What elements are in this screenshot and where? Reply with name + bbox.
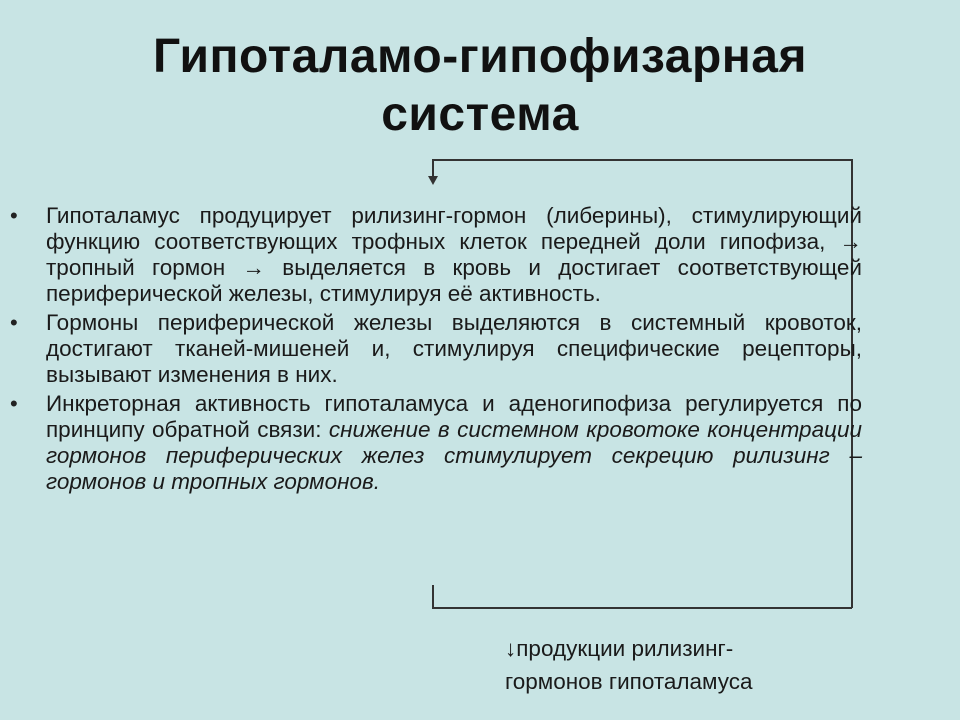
arrow-down-icon [428,176,438,185]
bullet-text-3 [46,391,862,495]
slide-title-line-1: Гипоталамо-гипофизарная [153,30,807,83]
bullet-marker: • [10,203,18,228]
bullet-text-2: Гормоны периферической железы выделяются в системный кровоток, достигают тканей-мишеней и, стимулируя специфические рецепторы, вызывают изменения в них. [46,310,862,387]
bullet-text-3-italic: снижение в системном кровотоке концентрации гормонов периферических желез стимулирует секрецию рилизинг – гормонов и тропных гормонов. [46,417,862,494]
bullet-list [10,203,862,498]
feedback-line-top [432,159,852,161]
bullet-item-2 [10,310,862,388]
feedback-note [505,632,835,698]
bullet-item-1 [10,203,862,307]
bullet-text-1: Гипоталамус продуцирует рилизинг-гормон (либерины), стимулирующий функцию соответствующих трофных клеток передней доли гипофиза, → тропный гормон → выделяется в кровь и достигает соответствующей периферической железы, стимулируя её активность. [46,203,862,306]
bullet-marker: • [10,310,18,335]
feedback-line-left-stub [432,585,434,608]
feedback-note-line-2: гормонов гипоталамуса [505,669,753,694]
bullet-item-3 [10,391,862,495]
slide-title [60,28,900,144]
bullet-marker: • [10,391,18,416]
feedback-line-bottom [432,607,852,609]
bullet-text-3-plain: Инкреторная активность гипоталамуса и аденогипофиза регулируется по принципу обратной связи: [46,391,862,442]
feedback-note-line-1: ↓продукции рилизинг- [505,636,734,661]
slide-title-line-2: система [381,88,579,141]
